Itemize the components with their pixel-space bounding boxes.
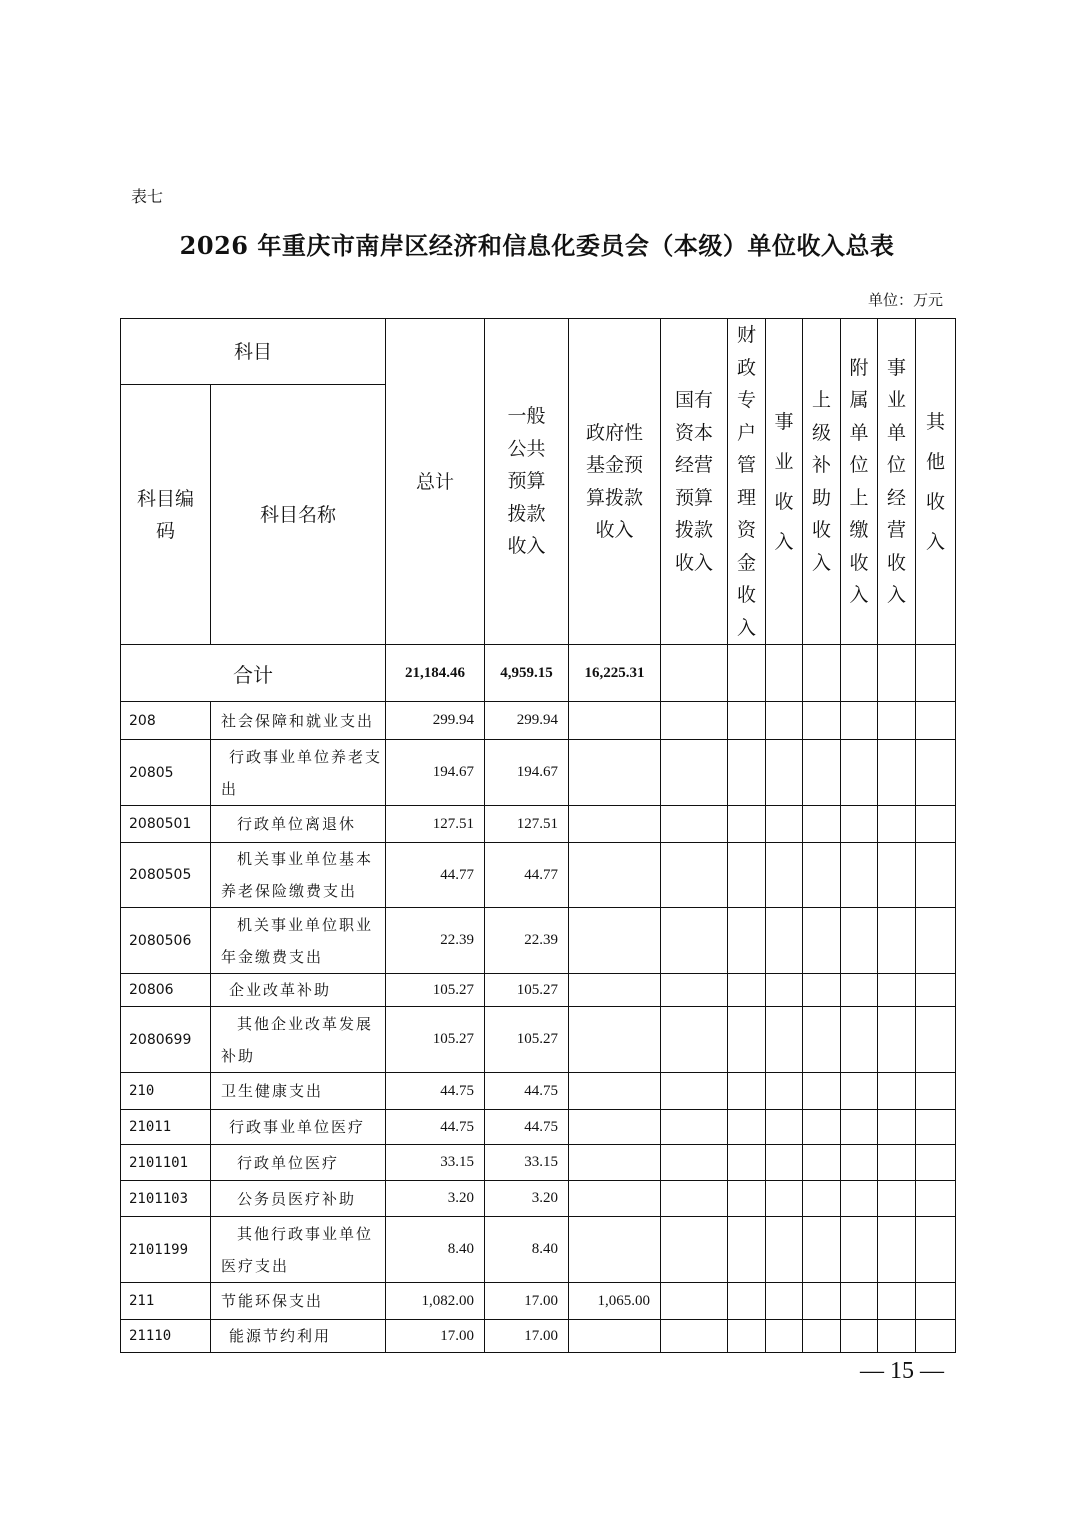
- row-gov-fund: [569, 1145, 661, 1181]
- row-name: 公务员医疗补助: [211, 1181, 386, 1217]
- row-empty-cell: [878, 1110, 916, 1145]
- row-code: 2101101: [121, 1145, 211, 1181]
- row-empty-cell: [916, 843, 956, 908]
- row-empty-cell: [728, 1073, 766, 1110]
- row-empty-cell: [916, 1145, 956, 1181]
- row-empty-cell: [728, 740, 766, 806]
- row-general-budget: 17.00: [485, 1283, 569, 1320]
- row-empty-cell: [841, 1320, 878, 1353]
- row-gov-fund: [569, 843, 661, 908]
- row-general-budget: 105.27: [485, 974, 569, 1007]
- row-empty-cell: [878, 1320, 916, 1353]
- table-row: [121, 1320, 956, 1353]
- row-name: 行政单位医疗: [211, 1145, 386, 1181]
- row-empty-cell: [878, 1181, 916, 1217]
- row-gov-fund: [569, 702, 661, 740]
- row-empty-cell: [841, 1007, 878, 1073]
- row-code: 208: [121, 702, 211, 740]
- row-empty-cell: [766, 1181, 803, 1217]
- row-total: 194.67: [386, 740, 485, 806]
- row-code: 2101199: [121, 1217, 211, 1283]
- row-empty-cell: [661, 908, 728, 974]
- row-total: 105.27: [386, 1007, 485, 1073]
- row-empty-cell: [841, 1073, 878, 1110]
- row-empty-cell: [766, 1110, 803, 1145]
- row-empty-cell: [803, 843, 841, 908]
- row-name: 机关事业单位基本养老保险缴费支出: [211, 843, 386, 908]
- row-empty-cell: [803, 702, 841, 740]
- row-empty-cell: [803, 1181, 841, 1217]
- table-row: [121, 1181, 956, 1217]
- row-empty-cell: [728, 1217, 766, 1283]
- row-empty-cell: [803, 740, 841, 806]
- row-empty-cell: [841, 908, 878, 974]
- row-empty-cell: [661, 1283, 728, 1320]
- row-empty-cell: [841, 1181, 878, 1217]
- row-gov-fund: 1,065.00: [569, 1283, 661, 1320]
- row-general-budget: 299.94: [485, 702, 569, 740]
- header-state-capital: 国有资本经营预算拨款收入: [661, 319, 728, 645]
- table-row: [121, 806, 956, 843]
- row-total: 44.77: [386, 843, 485, 908]
- row-general-budget: 8.40: [485, 1217, 569, 1283]
- row-code: 21110: [121, 1320, 211, 1353]
- table-row: [121, 1007, 956, 1073]
- table-row: [121, 1283, 956, 1320]
- row-empty-cell: [878, 1217, 916, 1283]
- row-total: 127.51: [386, 806, 485, 843]
- row-empty-cell: [916, 702, 956, 740]
- row-general-budget: 105.27: [485, 1007, 569, 1073]
- row-name: 行政单位离退休: [211, 806, 386, 843]
- row-gov-fund: [569, 740, 661, 806]
- row-empty-cell: [766, 740, 803, 806]
- row-name: 其他行政事业单位医疗支出: [211, 1217, 386, 1283]
- row-empty-cell: [878, 1145, 916, 1181]
- row-code: 210: [121, 1073, 211, 1110]
- row-code: 2101103: [121, 1181, 211, 1217]
- row-empty-cell: [916, 806, 956, 843]
- row-code: 20806: [121, 974, 211, 1007]
- row-empty-cell: [766, 974, 803, 1007]
- row-empty-cell: [661, 843, 728, 908]
- row-total: 44.75: [386, 1073, 485, 1110]
- row-general-budget: 44.75: [485, 1073, 569, 1110]
- row-empty-cell: [728, 1283, 766, 1320]
- row-name: 卫生健康支出: [211, 1073, 386, 1110]
- row-empty-cell: [916, 1320, 956, 1353]
- summary-row: [121, 645, 956, 702]
- row-empty-cell: [878, 1283, 916, 1320]
- row-empty-cell: [766, 1217, 803, 1283]
- row-empty-cell: [661, 1007, 728, 1073]
- table-row: [121, 974, 956, 1007]
- table-row: [121, 908, 956, 974]
- row-gov-fund: [569, 1007, 661, 1073]
- row-name: 企业改革补助: [211, 974, 386, 1007]
- header-code: 科目编码: [121, 385, 211, 645]
- row-total: 8.40: [386, 1217, 485, 1283]
- row-empty-cell: [878, 843, 916, 908]
- row-name: 社会保障和就业支出: [211, 702, 386, 740]
- unit-label: 单位：万元: [867, 291, 943, 309]
- row-empty-cell: [661, 1145, 728, 1181]
- row-general-budget: 127.51: [485, 806, 569, 843]
- row-empty-cell: [803, 1320, 841, 1353]
- row-empty-cell: [803, 806, 841, 843]
- row-code: 2080501: [121, 806, 211, 843]
- row-general-budget: 44.77: [485, 843, 569, 908]
- row-empty-cell: [916, 1110, 956, 1145]
- row-empty-cell: [878, 1007, 916, 1073]
- row-empty-cell: [766, 843, 803, 908]
- header-name: 科目名称: [211, 385, 386, 645]
- table-label: 表七: [131, 187, 164, 206]
- row-empty-cell: [661, 740, 728, 806]
- row-empty-cell: [766, 702, 803, 740]
- row-gov-fund: [569, 1217, 661, 1283]
- table-row: [121, 740, 956, 806]
- row-gov-fund: [569, 806, 661, 843]
- row-empty-cell: [916, 974, 956, 1007]
- row-empty-cell: [841, 974, 878, 1007]
- row-gov-fund: [569, 1110, 661, 1145]
- row-name: 行政事业单位养老支出: [211, 740, 386, 806]
- row-empty-cell: [728, 702, 766, 740]
- row-empty-cell: [728, 806, 766, 843]
- row-empty-cell: [661, 1217, 728, 1283]
- row-empty-cell: [728, 1110, 766, 1145]
- row-general-budget: 17.00: [485, 1320, 569, 1353]
- row-empty-cell: [661, 1073, 728, 1110]
- row-empty-cell: [661, 974, 728, 1007]
- header-general-budget: 一般公共预算拨款收入: [485, 319, 569, 645]
- row-empty-cell: [728, 1007, 766, 1073]
- row-code: 2080506: [121, 908, 211, 974]
- row-empty-cell: [916, 1007, 956, 1073]
- row-empty-cell: [916, 908, 956, 974]
- row-gov-fund: [569, 974, 661, 1007]
- row-total: 44.75: [386, 1110, 485, 1145]
- header-fiscal-special: 财政专户管理资金收入: [728, 319, 766, 645]
- row-name: 节能环保支出: [211, 1283, 386, 1320]
- table-row: [121, 702, 956, 740]
- row-empty-cell: [728, 1145, 766, 1181]
- row-name: 其他企业改革发展补助: [211, 1007, 386, 1073]
- row-empty-cell: [841, 1110, 878, 1145]
- document-title: 2026 年重庆市南岸区经济和信息化委员会（本级）单位收入总表: [179, 231, 895, 260]
- row-empty-cell: [841, 740, 878, 806]
- row-empty-cell: [841, 806, 878, 843]
- table-row: [121, 1217, 956, 1283]
- row-gov-fund: [569, 1320, 661, 1353]
- header-subject-group: 科目: [121, 319, 386, 385]
- row-empty-cell: [841, 1217, 878, 1283]
- row-empty-cell: [728, 1320, 766, 1353]
- row-empty-cell: [766, 1145, 803, 1181]
- row-empty-cell: [916, 1181, 956, 1217]
- header-other: 其他收入: [916, 319, 956, 645]
- summary-gov-fund: 16,225.31: [569, 645, 661, 702]
- row-empty-cell: [766, 1073, 803, 1110]
- row-name: 能源节约利用: [211, 1320, 386, 1353]
- row-empty-cell: [878, 908, 916, 974]
- table-row: [121, 843, 956, 908]
- row-empty-cell: [803, 1217, 841, 1283]
- row-empty-cell: [661, 702, 728, 740]
- row-empty-cell: [916, 1217, 956, 1283]
- row-total: 22.39: [386, 908, 485, 974]
- row-empty-cell: [803, 1007, 841, 1073]
- header-gov-fund: 政府性基金预算拨款收入: [569, 319, 661, 645]
- row-empty-cell: [661, 1110, 728, 1145]
- row-empty-cell: [878, 740, 916, 806]
- table-row: [121, 1145, 956, 1181]
- row-empty-cell: [916, 740, 956, 806]
- row-code: 20805: [121, 740, 211, 806]
- row-total: 1,082.00: [386, 1283, 485, 1320]
- table-row: [121, 1110, 956, 1145]
- row-code: 2080505: [121, 843, 211, 908]
- table-row: [121, 1073, 956, 1110]
- summary-label: 合计: [121, 645, 386, 702]
- row-general-budget: 22.39: [485, 908, 569, 974]
- row-empty-cell: [803, 974, 841, 1007]
- row-name: 行政事业单位医疗: [211, 1110, 386, 1145]
- row-total: 3.20: [386, 1181, 485, 1217]
- row-code: 21011: [121, 1110, 211, 1145]
- row-empty-cell: [661, 1320, 728, 1353]
- income-summary-table: [120, 318, 956, 1353]
- row-total: 299.94: [386, 702, 485, 740]
- row-empty-cell: [878, 806, 916, 843]
- row-empty-cell: [766, 1007, 803, 1073]
- row-empty-cell: [803, 1073, 841, 1110]
- summary-general-budget: 4,959.15: [485, 645, 569, 702]
- header-business-operation: 事业单位经营收入: [878, 319, 916, 645]
- row-gov-fund: [569, 1073, 661, 1110]
- row-name: 机关事业单位职业年金缴费支出: [211, 908, 386, 974]
- row-empty-cell: [803, 1283, 841, 1320]
- row-general-budget: 44.75: [485, 1110, 569, 1145]
- row-empty-cell: [728, 843, 766, 908]
- header-affiliated-payment: 附属单位上缴收入: [841, 319, 878, 645]
- row-empty-cell: [878, 974, 916, 1007]
- row-empty-cell: [841, 843, 878, 908]
- row-gov-fund: [569, 1181, 661, 1217]
- page-number: — 15 —: [860, 1358, 944, 1384]
- row-empty-cell: [766, 1283, 803, 1320]
- row-empty-cell: [803, 908, 841, 974]
- row-empty-cell: [803, 1110, 841, 1145]
- row-gov-fund: [569, 908, 661, 974]
- row-code: 211: [121, 1283, 211, 1320]
- header-total: 总计: [386, 319, 485, 645]
- row-empty-cell: [841, 1145, 878, 1181]
- row-empty-cell: [916, 1073, 956, 1110]
- row-empty-cell: [841, 702, 878, 740]
- row-empty-cell: [661, 1181, 728, 1217]
- row-general-budget: 3.20: [485, 1181, 569, 1217]
- row-general-budget: 194.67: [485, 740, 569, 806]
- row-total: 17.00: [386, 1320, 485, 1353]
- row-empty-cell: [728, 974, 766, 1007]
- row-empty-cell: [841, 1283, 878, 1320]
- row-empty-cell: [878, 1073, 916, 1110]
- row-empty-cell: [766, 908, 803, 974]
- row-empty-cell: [766, 1320, 803, 1353]
- header-business: 事业收入: [766, 319, 803, 645]
- row-empty-cell: [916, 1283, 956, 1320]
- row-total: 33.15: [386, 1145, 485, 1181]
- row-empty-cell: [728, 1181, 766, 1217]
- row-general-budget: 33.15: [485, 1145, 569, 1181]
- row-empty-cell: [661, 806, 728, 843]
- row-empty-cell: [728, 908, 766, 974]
- row-empty-cell: [803, 1145, 841, 1181]
- row-empty-cell: [878, 702, 916, 740]
- row-empty-cell: [766, 806, 803, 843]
- summary-total: 21,184.46: [386, 645, 485, 702]
- header-superior-subsidy: 上级补助收入: [803, 319, 841, 645]
- row-code: 2080699: [121, 1007, 211, 1073]
- row-total: 105.27: [386, 974, 485, 1007]
